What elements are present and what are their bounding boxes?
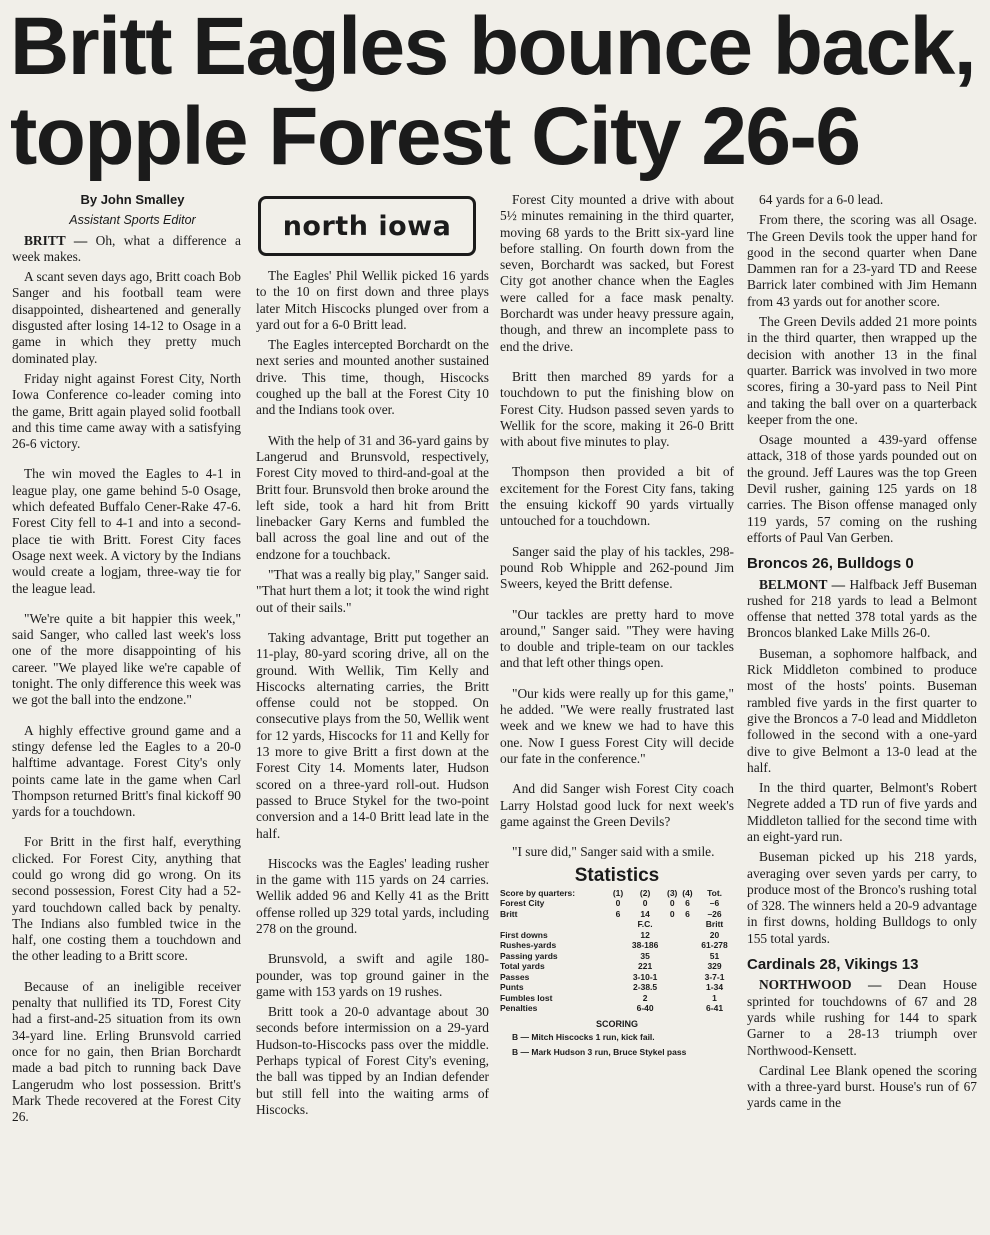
scoring-list: [500, 1032, 734, 1058]
stats-cell: [665, 930, 680, 941]
paragraph-text: Dean House sprinted for touchdowns of 67 and 28 yards while rushing for 144 to spark Garner to a 28-13 triumph over Northwood-Kensett.: [747, 977, 977, 1058]
stats-cell: 14: [640, 908, 650, 919]
paragraph: For Britt in the first half, everything clicked. For Forest City, anything that could go wrong did go wrong. On its second possession, Forest City had a 52-yard touchdown called back by penalty. The Indians also fumbled twice in the half, one costing them a touchdown and the other leading to a Britt score.: [12, 834, 241, 964]
stats-cell: Forest City: [500, 898, 545, 909]
stats-row: [500, 972, 734, 983]
column-1: [12, 192, 241, 1235]
paragraph: Because of an ineligible receiver penalty that nullified its TD, Forest City had a first-and-25 situation from its own 34-yard line. Erling Brunsvold carried once for no gain, then Brian Borchardt made a bad pitch to running back Dave Langerudm who lost possession. Britt's Mark Thede recovered at the Forest City 26.: [12, 978, 241, 1125]
stats-cell: 0: [615, 898, 621, 909]
stats-cell: 6: [685, 898, 690, 909]
stats-cell: Passing yards: [500, 950, 558, 961]
stats-cell: Fumbles lost: [500, 992, 553, 1003]
paragraph: Osage mounted a 439-yard offense attack, 318 of those yards pounded out on the ground. Jeff Laures was the top Green Devil rusher, gaining 125 yards on 18 carries. The Bison offense managed only 119 yards, 57 coming on the rushing efforts of Paul Van Gerben.: [747, 432, 977, 545]
paragraph: Hiscocks was the Eagles' leading rusher in the game with 115 yards on 24 carries. Wellik added 96 and Kelly 41 as the Britt offense rolled up 329 total yards, including 278 on the ground.: [256, 855, 489, 936]
stats-cell: 1-34: [706, 982, 724, 993]
stats-cell: [665, 993, 680, 1004]
paragraph: With the help of 31 and 36-yard gains by Langerud and Brunsvold, respectively, Forest City moved to third-and-goal at the Britt four. Brunsvold then broke around the left side, took a hard hit from Britt linebacker Gary Kerns and fumbled the ball across the goal line and out of the endzone for a touchback.: [256, 432, 489, 562]
subhead-cardinals-vikings: Cardinals 28, Vikings 13: [747, 956, 919, 974]
paragraph: The Green Devils added 21 more points in the third quarter, then wrapped up the decision with another 13 in the final quarter. Barrick was involved in two more scores, firing a 30-yard pass to Neil Pint and taking the ball over on a quarterback keeper from the one.: [747, 314, 977, 427]
stats-cell: [680, 972, 695, 983]
paragraph: The Eagles' Phil Wellik picked 16 yards to the 10 on first down and three plays later Mitch Hiscocks plunged over from a yard out for a 6-0 Britt lead.: [256, 268, 489, 332]
stats-cell: (2): [639, 887, 651, 898]
stats-row: [500, 1003, 734, 1014]
stats-row: [500, 940, 734, 951]
paragraph: Taking advantage, Britt put together an 11-play, 80-yard scoring drive, all on the ground. With Wellik, Tim Kelly and Hiscocks alternating carries, the Britt offense could not be stopped. On consecutive plays from the 50, Wellik went for 12 yards, Hiscocks for 11 and Kelly for 13 more to give Britt a first down at the Forest City 14. Moments later, Hudson scored on a three-yard roll-out. Hudson passed to Bruce Stykel for the two-point conversion and a 14-0 Britt lead late in the half.: [256, 629, 489, 841]
paragraph: The win moved the Eagles to 4-1 in league play, one game behind 5-0 Osage, which defeated Buffalo Cener-Rake 47-6. Forest City fell to 4-1 and into a second-place tie with Britt. Forest City faces Osage next week. A victory by the Indians would create a logjam, three-way tie for the league lead.: [12, 466, 241, 596]
stats-row: [500, 930, 734, 941]
stats-cell: 38-186: [631, 940, 659, 951]
stats-row: [500, 982, 734, 993]
stats-cell: 6: [615, 908, 621, 919]
paragraph: "Our tackles are pretty hard to move around," Sanger said. "They were having to double and triple-team on our tackles and that left other things open.: [500, 606, 734, 671]
stats-quarter-row: [500, 909, 734, 920]
paragraph: Buseman picked up his 218 yards, averaging over seven yards per carry, to produce most of the Bronco's rushing total of 328. The winners held a 20-9 advantage in first downs, holding Bulldogs to only 155 total yards.: [747, 849, 977, 946]
stats-row: [500, 993, 734, 1004]
stats-cell: Score by quarters:: [500, 887, 576, 898]
stats-cell: 0: [642, 898, 648, 909]
stats-cell: –26: [707, 908, 722, 919]
stats-cell: [610, 961, 625, 972]
stats-cell: 20: [709, 929, 720, 940]
subhead-broncos-bulldogs: Broncos 26, Bulldogs 0: [747, 555, 914, 573]
stats-cell: [680, 1003, 695, 1014]
paragraph: The Eagles intercepted Borchardt on the next series and mounted another sustained drive. This time, though, Hiscocks coughed up the ball at the Forest City 10 and the Indians took over.: [256, 337, 489, 418]
stats-cell: 0: [669, 898, 675, 909]
stats-cell: [610, 993, 625, 1004]
stats-cell: Total yards: [500, 961, 545, 972]
stats-cell: 221: [638, 961, 653, 972]
stats-cell: (3): [666, 887, 678, 898]
paragraph: [747, 577, 977, 642]
stats-cell: [680, 930, 695, 941]
stats-cell: 329: [707, 961, 722, 972]
paragraph: Friday night against Forest City, North Iowa Conference co-leader coming into the game, Britt again played solid football and this time came away with a satisfying 26-6 victory.: [12, 370, 241, 452]
stats-cell: [665, 919, 680, 930]
paragraph: Brunsvold, a swift and agile 180-pounder, was top ground gainer in the game with 153 yards on 19 rushes.: [256, 951, 489, 999]
statistics-table: [500, 888, 734, 1014]
stats-cell: Passes: [500, 971, 530, 982]
paragraph: A highly effective ground game and a stingy defense led the Eagles to a 20-0 halftime advantage. Forest City's only points came late in the game when Carl Thompson returned Britt's final kickoff 90 yards for a touchdown.: [12, 722, 241, 820]
statistics-box: [500, 865, 734, 1058]
paragraph: Cardinal Lee Blank opened the scoring with a three-yard burst. House's run of 67 yards came in the: [747, 1062, 977, 1111]
stats-cell: 3-7-1: [704, 971, 725, 982]
paragraph: "We're quite a bit happier this week," said Sanger, who called last week's loss one of the more disappointing of his career. "We played like we're capable of tonight. The only difference this week was we got the ball into the endzone.": [12, 610, 241, 708]
stats-cell: [680, 919, 695, 930]
stats-cell: Penalties: [500, 1003, 538, 1014]
stats-cell: Punts: [500, 982, 524, 993]
paragraph: Britt then marched 89 yards for a touchdown to put the finishing blow on Forest City. Hudson passed seven yards to Wellik for the score, making it 26-0 Britt with about five minutes to play.: [500, 368, 734, 450]
stats-cell: F.C.: [637, 919, 653, 930]
stats-cell: First downs: [500, 929, 548, 940]
stats-cell: [665, 951, 680, 962]
stats-cell: 12: [640, 929, 650, 940]
paragraph: Buseman, a sophomore halfback, and Rick Middleton combined to produce most of the hosts' points. Buseman rambled five yards in the first quarter to give the Broncos a 7-0 lead and Middleton followed in the second with a one-yard dive to give Belmont a 13-0 lead at the half.: [747, 645, 977, 775]
paragraph: [747, 977, 977, 1058]
stats-cell: (1): [612, 887, 624, 898]
stats-team-header-row: [500, 919, 734, 930]
stats-cell: [680, 993, 695, 1004]
stats-cell: Britt: [705, 919, 724, 930]
stats-cell: [665, 940, 680, 951]
scoring-line: B — Mark Hudson 3 run, Bruce Stykel pass: [512, 1046, 687, 1057]
stats-cell: [610, 1003, 625, 1014]
stats-quarter-row: [500, 898, 734, 909]
stats-cell: [680, 982, 695, 993]
stats-cell: [680, 940, 695, 951]
paragraph: A scant seven days ago, Britt coach Bob Sanger and his football team were disappointed, disheartened and generally disgusted after losing 14-12 to Osage in a game in which they pretty much dominated play.: [12, 269, 241, 366]
stats-cell: 2: [642, 992, 648, 1003]
stats-cell: [665, 972, 680, 983]
column-4: [747, 192, 977, 1235]
stats-cell: [610, 951, 625, 962]
byline-title: Assistant Sports Editor: [69, 213, 196, 228]
stats-cell: 6-41: [706, 1003, 724, 1014]
stats-cell: Rushes-yards: [500, 940, 557, 951]
paragraph: 64 yards for a 6-0 lead.: [759, 192, 884, 207]
stats-cell: [610, 940, 625, 951]
paragraph: "That was a really big play," Sanger said. "That hurt them a lot; it took the wind right out of their sails.": [256, 567, 489, 615]
statistics-title: Statistics: [574, 865, 660, 887]
paragraph: From there, the scoring was all Osage. The Green Devils took the upper hand for good in the second quarter when Dane Dammen ran for a 23-yard TD and Reese Barrick later combined with Jim Hemann from 43 yards out for another score.: [747, 212, 977, 309]
stats-row: [500, 951, 734, 962]
stats-cell: (4): [682, 887, 693, 898]
paragraph: Forest City mounted a drive with about 5½ minutes remaining in the third quarter, moving 68 yards to the Britt six-yard line before stalling. On fourth down from the seven, Borchardt was sacked, but Forest City got another chance when the Eagles were called for a face mask penalty. Borchardt was under heavy pressure again, though, and threw an incomplete pass to end the drive.: [500, 192, 734, 354]
stats-cell: 2-38.5: [633, 982, 658, 993]
stats-cell: 35: [640, 950, 650, 961]
stats-cell: Britt: [500, 908, 518, 919]
stats-cell: 1: [712, 992, 717, 1003]
paragraph: "I sure did," Sanger said with a smile.: [512, 844, 715, 860]
stats-row: [500, 961, 734, 972]
paragraph: Sanger said the play of his tackles, 298-pound Rob Whipple and 262-pound Jim Sweers, keyed the Britt defense.: [500, 543, 734, 592]
scoring-title: SCORING: [595, 1018, 638, 1029]
stats-cell: 51: [709, 950, 720, 961]
dateline: BRITT —: [24, 232, 88, 248]
stats-header-row: [500, 888, 734, 899]
paragraph: And did Sanger wish Forest City coach Larry Holstad good luck for next week's game against the Green Devils?: [500, 781, 734, 829]
paragraph: Thompson then provided a bit of excitement for the Forest City fans, taking the ensuing kickoff 90 yards virtually untouched for a touchdown.: [500, 464, 734, 529]
scoring-line: B — Mitch Hiscocks 1 run, kick fail.: [512, 1031, 655, 1042]
byline: By John Smalley: [80, 192, 185, 207]
column-3: [500, 192, 734, 1235]
stats-cell: [610, 972, 625, 983]
stats-cell: [665, 1003, 680, 1014]
paragraph-text: Halfback Jeff Buseman rushed for 218 yards to lead a Belmont offense that netted 378 total yards as the Broncos blanked Lake Mills 26-0.: [747, 576, 977, 641]
stats-cell: [500, 919, 610, 930]
stats-cell: [665, 961, 680, 972]
stats-cell: Tot.: [707, 887, 723, 898]
stats-cell: [680, 961, 695, 972]
stats-cell: 0: [669, 908, 675, 919]
paragraph: [12, 233, 241, 266]
stats-cell: [665, 982, 680, 993]
stats-cell: 3-10-1: [632, 971, 658, 982]
headline: Britt Eagles bounce back, topple Forest City 26-6: [10, 1, 975, 182]
stats-cell: [680, 951, 695, 962]
paragraph-text: Oh, what a difference a week makes.: [12, 232, 241, 264]
stats-cell: 6: [685, 908, 690, 919]
paragraph: In the third quarter, Belmont's Robert Negrete added a TD run of five yards and Middleton tallied for the second time with an eight-yard run.: [747, 780, 977, 844]
stats-cell: 61-278: [701, 940, 728, 951]
dateline: BELMONT —: [759, 576, 846, 592]
north-iowa-logo: north iowa: [258, 196, 476, 256]
stats-cell: [610, 919, 625, 930]
stats-cell: –6: [709, 898, 720, 909]
paragraph: "Our kids were really up for this game," he added. "We were really frustrated last week and we knew we had to have this one. Now I guess Forest City will decide our fate in the conference.": [500, 685, 734, 766]
column-2: [256, 268, 489, 1235]
dateline: NORTHWOOD —: [759, 977, 882, 993]
stats-cell: 6-40: [636, 1003, 654, 1014]
paragraph: Britt took a 20-0 advantage about 30 seconds before intermission on a 29-yard Hudson-to-Hiscocks pass over the middle. Perhaps typical of Forest City's evening, the ball was tipped by an Indian defender but still fell into the waiting arms of Hiscocks.: [256, 1004, 489, 1117]
stats-cell: [610, 930, 625, 941]
stats-cell: [610, 982, 625, 993]
